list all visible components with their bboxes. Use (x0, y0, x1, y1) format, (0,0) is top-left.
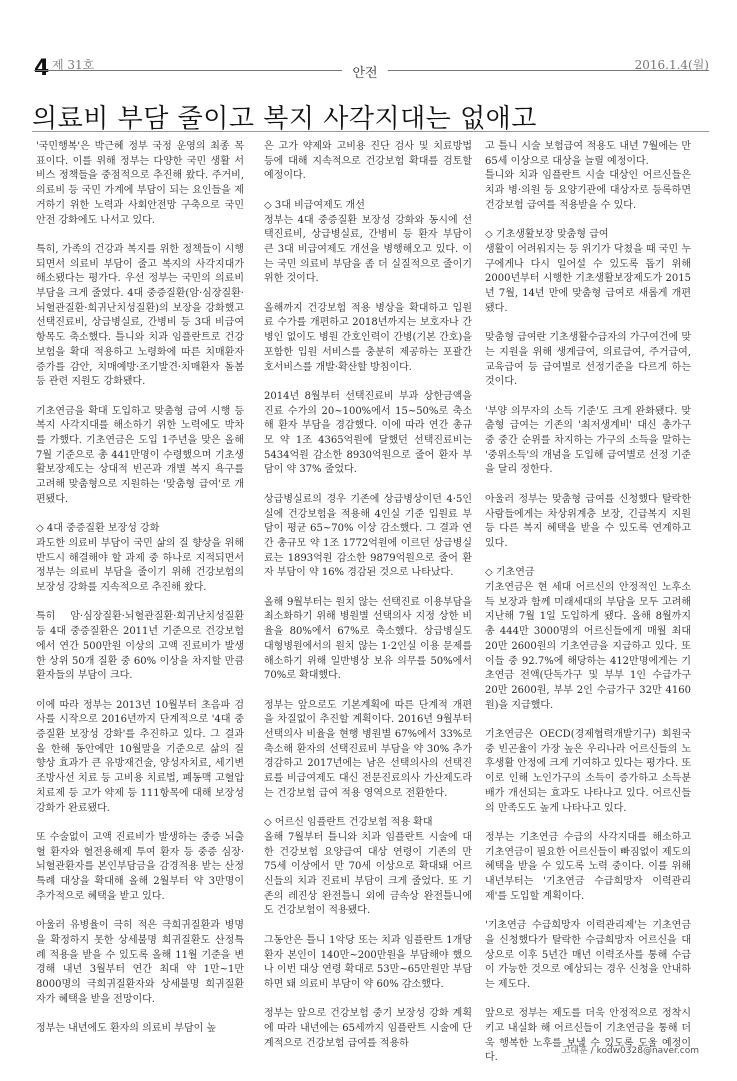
paragraph: 정부는 앞으로 건강보험 중기 보장성 강화 계획에 따라 내년에는 65세까지 임플란트 시술에 단계적으로 건강보험 급여를 적용하 (264, 1008, 472, 1049)
article-column-2 (264, 140, 472, 1066)
paragraph: 또 수술없이 고액 진료비가 발생하는 중증 뇌출혈 환자와 혈전용해제 투여 환자 등 중증 심장·뇌혈관환자를 본인부담금을 감경적용 받는 산정특례 대상을 확대해 올해 2월부터 약 3만명이 추가적으로 혜택을 받고 있다. (36, 831, 244, 902)
paragraph: 상급병실료의 경우 기존에 상급병상이던 4·5인실에 건강보험을 적용해 4인실 기준 입원료 부담이 평균 65~70% 이상 감소했다. 그 결과 연간 총규모 약 1조 1772억원에 이르던 상급병실료는 1893억원 감소한 9879억원으로 줄어 환자 부담이 약 16% 경감된 것으로 나타났다. (264, 493, 472, 579)
page-number: 4 (34, 56, 50, 81)
paragraph: 앞으로 정부는 제도를 더욱 안정적으로 정착시키고 내실화 해 어르신들이 기초연금을 통해 더욱 행복한 노후를 보낼 수 있도록 도울 예정이다. (485, 1008, 691, 1064)
paragraph: 올해까지 건강보험 적용 병상을 확대하고 입원료 수가를 개편하고 2018년까지는 보호자나 간병인 없이도 병원 간호인력이 간병(기본 간호)을 포함한 입원 서비스를 충분히 제공하는 포괄간호서비스를 개발·확산할 방침이다. (264, 302, 472, 373)
paragraph: 정부는 내년에도 환자의 의료비 부담이 높 (36, 1023, 217, 1035)
byline: 고대훈 / kodw0328@naver.com (561, 1046, 699, 1056)
paragraph: '부양 의무자의 소득 기준'도 크게 완화됐다. 맞춤형 급여는 기존의 '최저생계비' 대신 총가구 중 중간 순위를 차지하는 가구의 소득을 말하는 '중위소득'의 개념을 도입해 급여별로 선정 기준을 달리 정한다. (485, 405, 691, 476)
paragraph: 기초연금은 현 세대 어르신의 안정적인 노후소득 보장과 함께 미래세대의 부담을 모두 고려해 지난해 7월 1일 도입하게 됐다. 올해 8월까지 총 444만 3000명의 어르신들에게 매월 최대 20만 2600원의 기초연금을 지급하고 있다. 또 이들 중 92.7%에 해당하는 412만명에게는 기초연금 전액(단독가구 및 부부 1인 수급가구 20만 2600원, 부부 2인 수급가구 32만 4160원)을 지급했다. (485, 582, 691, 711)
section-label: 안전 (342, 62, 388, 81)
paragraph: 정부는 4대 중증질환 보장성 강화와 동시에 선택진료비, 상급병실료, 간병비 등 환자 부담이 큰 3대 비급여제도 개선을 병행해오고 있다. 이는 국민 의료비 부담을 좀 더 실질적으로 줄이기 위한 것이다. (264, 214, 472, 285)
paragraph: 틀니와 치과 임플란트 시술 대상인 어르신들은 치과 병·의원 등 요양기관에 대상자로 등록하면 건강보험 급여를 적용받을 수 있다. (485, 170, 691, 211)
subheading: ◇ 3대 비급여제도 개선 (264, 199, 365, 211)
paragraph: 2014년 8월부터 선택진료비 부과 상한금액을 진료 수가의 20~100%에서 15~50%로 축소해 환자 부담을 경감했다. 이에 따라 연간 총규모 약 1조 4365억원에 달했던 선택진료비는 5434억원 감소한 8930억원으로 줄어 환자 부담이 약 37% 줄었다. (264, 390, 472, 476)
paragraph: 이에 따라 정부는 2013년 10월부터 초음파 검사를 시작으로 2016년까지 단계적으로 '4대 중증질환 보장성 강화'를 추진하고 있다. 그 결과 올 한해 동안에만 10월말을 기준으로 삶의 질 향상 효과가 큰 유방재건술, 양성자치료, 세기변조방사선 치료 등 고비용 치료법, 폐동맥 고혈압 치료제 등 고가 약제 등 111항목에 대해 보장성 강화가 완료됐다. (36, 699, 244, 814)
paragraph: 정부는 앞으로도 기본계획에 따른 단계적 개편을 차질없이 추진할 계획이다. 2016년 9월부터 선택의사 비율을 현행 병원별 67%에서 33%로 축소해 환자의 선택진료비 부담을 약 30% 추가 경감하고 2017년에는 남은 선택의사의 선택진료를 비급여제도 대신 전문진료의사 가산제도라는 건강보험 급여 적용 영역으로 전환한다. (264, 699, 472, 799)
issue-date: 2016.1.4(월) (634, 58, 709, 72)
paragraph: 아울러 유병율이 극히 적은 극희귀질환과 병명을 확정하지 못한 상세불명 희귀질환도 산정특례 적용을 받을 수 있도록 올해 11월 기준을 변경해 내년 3월부터 연간 최대 약 1만~1만 8000명의 극희귀질환자와 상세불명 희귀질환자가 혜택을 받을 전망이다. (36, 920, 244, 1005)
paragraph: 생활이 어려워지는 등 위기가 닥쳤을 때 국민 누구에게나 다시 일어설 수 있도록 돕기 위해 2000년부터 시행한 기초생활보장제도가 2015년 7월, 14년 만에 맞춤형 급여로 새롭게 개편됐다. (485, 243, 691, 314)
subheading: ◇ 기초연금 (485, 567, 535, 579)
paragraph: 기초연금은 OECD(경제협력개발기구) 회원국 중 빈곤율이 가장 높은 우리나라 어르신들의 노후생활 안정에 크게 기여하고 있다는 평가다. 또 이로 인해 노인가구의 소득이 증가하고 소득분배가 개선되는 효과도 나타나고 있다. 어르신들의 만족도도 높게 나타나고 있다. (485, 729, 691, 814)
issue-number: 제 31호 (52, 58, 95, 72)
subheading: ◇ 4대 중증질환 보장성 강화 (36, 523, 160, 535)
paragraph: 특히, 가족의 건강과 복지를 위한 정책들이 시행되면서 의료비 부담이 줄고 복지의 사각지대가 해소됐다는 평가다. 우선 정부는 국민의 의료비 부담을 크게 줄였다. 4대 중증질환(암·심장질환·뇌혈관질환·희귀난치성질환)의 보장을 강화했고 선택진료비, 상급병실료, 간병비 등 3대 비급여 항목도 축소했다. 틀니와 치과 임플란트로 건강보험을 확대 적용하고 노령화에 따른 치매환자 증가를 감안, 치매예방·조기발견·치매환자 돌봄 등 관련 지원도 강화됐다. (36, 243, 244, 388)
paragraph: 올해 9월부터는 원치 않는 선택진료 이용부담을 최소화하기 위해 병원별 선택의사 지정 상한 비율을 80%에서 67%로 축소했다. 상급병실도 대형병원에서의 원치 않는 1·2인실 이용 문제를 해소하기 위해 일반병상 보유 의무를 50%에서 70%로 확대했다. (264, 596, 472, 682)
paragraph: 과도한 의료비 부담이 국민 삶의 질 향상을 위해 반드시 해결해야 할 과제 중 하나로 지적되면서 정부는 의료비 부담을 줄이기 위해 건강보험의 보장성 강화를 지속적으로 추진해 왔다. (36, 537, 244, 594)
paragraph: 그동안은 틀니 1악당 또는 치과 임플란트 1개당 환자 본인이 140만~200만원을 부담해야 했으나 이번 대상 연령 확대로 53만~65만원만 부담하면 돼 의료비 부담이 약 60% 감소했다. (264, 934, 472, 990)
article-column-3 (485, 140, 691, 1081)
paragraph: 정부는 기초연금 수급의 사각지대를 해소하고 기초연금이 필요한 어르신들이 빠짐없이 제도의 혜택을 받을 수 있도록 노력 중이다. 이를 위해 내년부터는 '기초연금 수급희망자 이력관리제'를 도입할 계획이다. (485, 831, 691, 902)
subheading: ◇ 어르신 임플란트 건강보험 적용 확대 (264, 817, 433, 829)
paragraph: 맞춤형 급여란 기초생활수급자의 가구여건에 맞는 지원을 위해 생계급여, 의료급여, 주거급여, 교육급여 등 급여별로 선정기준을 다르게 하는 것이다. (485, 332, 691, 388)
headline-rule (32, 131, 709, 132)
paragraph: 특히 암·심장질환·뇌혈관질환·희귀난치성질환 등 4대 중증질환은 2011년 기준으로 건강보험에서 연간 500만원 이상의 고액 진료비가 발생한 상위 50개 질환 중 60% 이상을 차지할 만큼 환자들의 부담이 크다. (36, 611, 244, 682)
paragraph: 올해 7월부터 틀니와 치과 임플란트 시술에 대한 건강보험 요양급여 대상 연령이 기존의 만 75세 이상에서 만 70세 이상으로 확대돼 어르신들의 치과 진료비 부담이 크게 줄었다. 또 기존의 레진상 완전틀니 외에 금속상 완전틀니에도 건강보험이 적용됐다. (264, 831, 472, 917)
article-column-1 (36, 140, 244, 1051)
subheading: ◇ 기초생활보장 맞춤형 급여 (485, 229, 609, 241)
paragraph: 기초연금을 확대 도입하고 맞춤형 급여 시행 등 복지 사각지대를 해소하기 위한 노력에도 박차를 가했다. 기초연금은 도입 1주년을 맞은 올해 7월 기준으로 총 441만명이 수령했으며 기초생활보장제도는 상대적 빈곤과 개별 복지 욕구를 고려해 맞춤형으로 지원하는 '맞춤형 급여'로 개편됐다. (36, 405, 244, 505)
paragraph: '국민행복'은 박근혜 정부 국정 운영의 최종 목표이다. 이를 위해 정부는 다양한 국민 생활 서비스 정책들을 중점적으로 추진해 왔다. 주거비, 의료비 등 국민 가계에 부담이 되는 요인들을 제거하기 위한 노력과 사회안전망 구축으로 국민안전 강화에도 나서고 있다. (36, 141, 244, 226)
paragraph: 은 고가 약제와 고비용 진단 검사 및 치료방법 등에 대해 지속적으로 건강보험 확대를 검토할 예정이다. (264, 141, 472, 182)
paragraph: 고 틀니 시술 보험급여 적용도 내년 7월에는 만 65세 이상으로 대상을 늘릴 예정이다. (485, 141, 691, 167)
paragraph: 아울러 정부는 맞춤형 급여를 신청했다 탈락한 사람들에게는 차상위계층 보장, 긴급복지 지원 등 다른 복지 혜택을 받을 수 있도록 연계하고 있다. (485, 493, 691, 549)
article-headline: 의료비 부담 줄이고 복지 사각지대는 없애고 (32, 104, 537, 134)
paragraph: '기초연금 수급희망자 이력관리제'는 기초연금을 신청했다가 탈락한 수급희망자 어르신을 대상으로 이후 5년간 매년 이력조사를 통해 수급이 가능한 것으로 예상되는 경우 신청을 안내하는 제도다. (485, 920, 691, 990)
